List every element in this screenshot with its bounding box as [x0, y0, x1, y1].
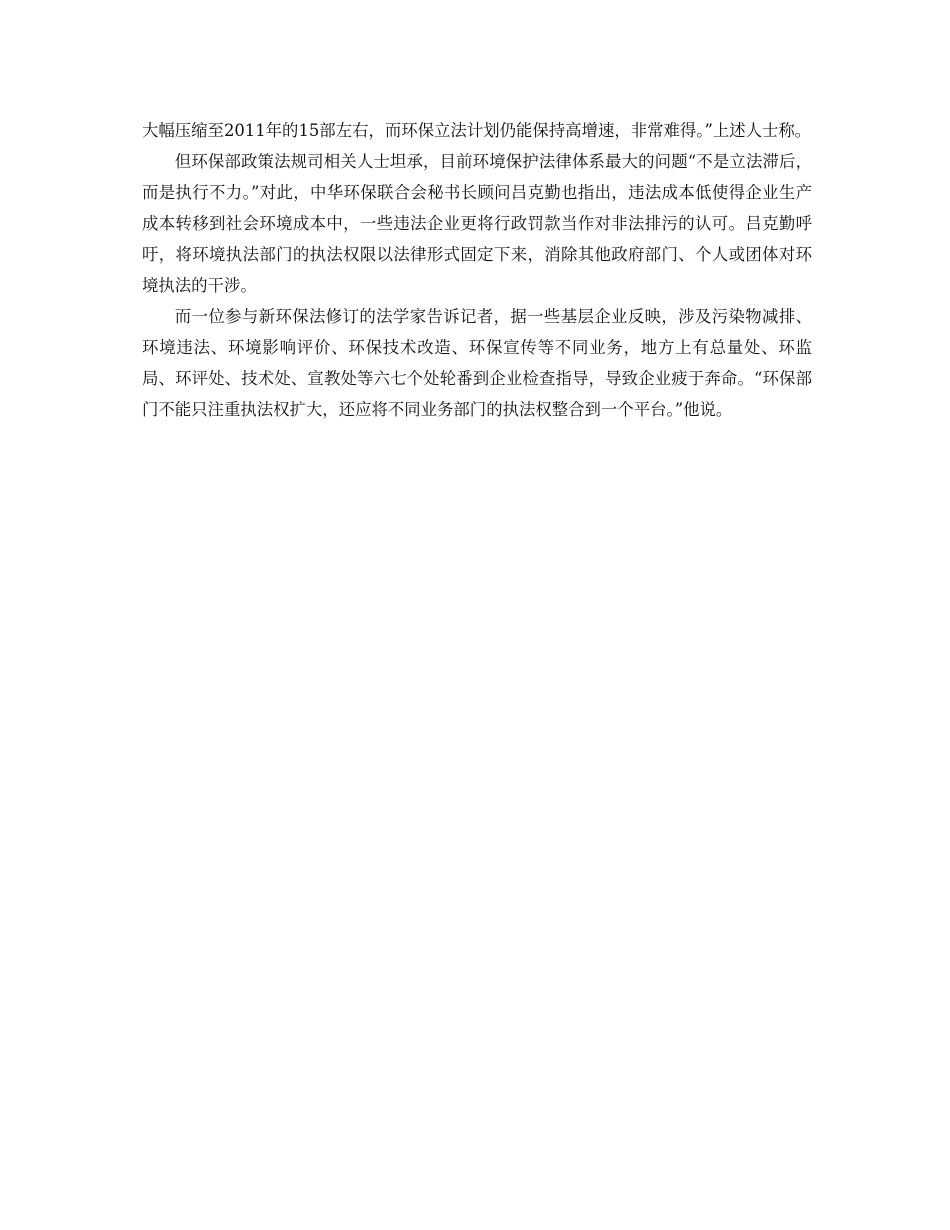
- paragraph-1: 大幅压缩至2011年的15部左右，而环保立法计划仍能保持高增速，非常难得。”上述人士称。: [142, 121, 812, 140]
- paragraph-3: 而一位参与新环保法修订的法学家告诉记者，据一些基层企业反映，涉及污染物减排、环境违法、环境影响评价、环保技术改造、环保宣传等不同业务，地方上有总量处、环监局、环评处、技术处、宣教处等六七个处轮番到企业检查指导，导致企业疲于奔命。“环保部门不能只注重执法权扩大，还应将不同业务部门的执法权整合到一个平台。”他说。: [142, 307, 812, 419]
- document-body: [142, 115, 812, 425]
- paragraph-2: 但环保部政策法规司相关人士坦承，目前环境保护法律体系最大的问题“不是立法滞后，而是执行不力。”对此，中华环保联合会秘书长顾问吕克勤也指出，违法成本低使得企业生产成本转移到社会环境成本中，一些违法企业更将行政罚款当作对非法排污的认可。吕克勤呼吁，将环境执法部门的执法权限以法律形式固定下来，消除其他政府部门、个人或团体对环境执法的干涉。: [142, 152, 812, 295]
